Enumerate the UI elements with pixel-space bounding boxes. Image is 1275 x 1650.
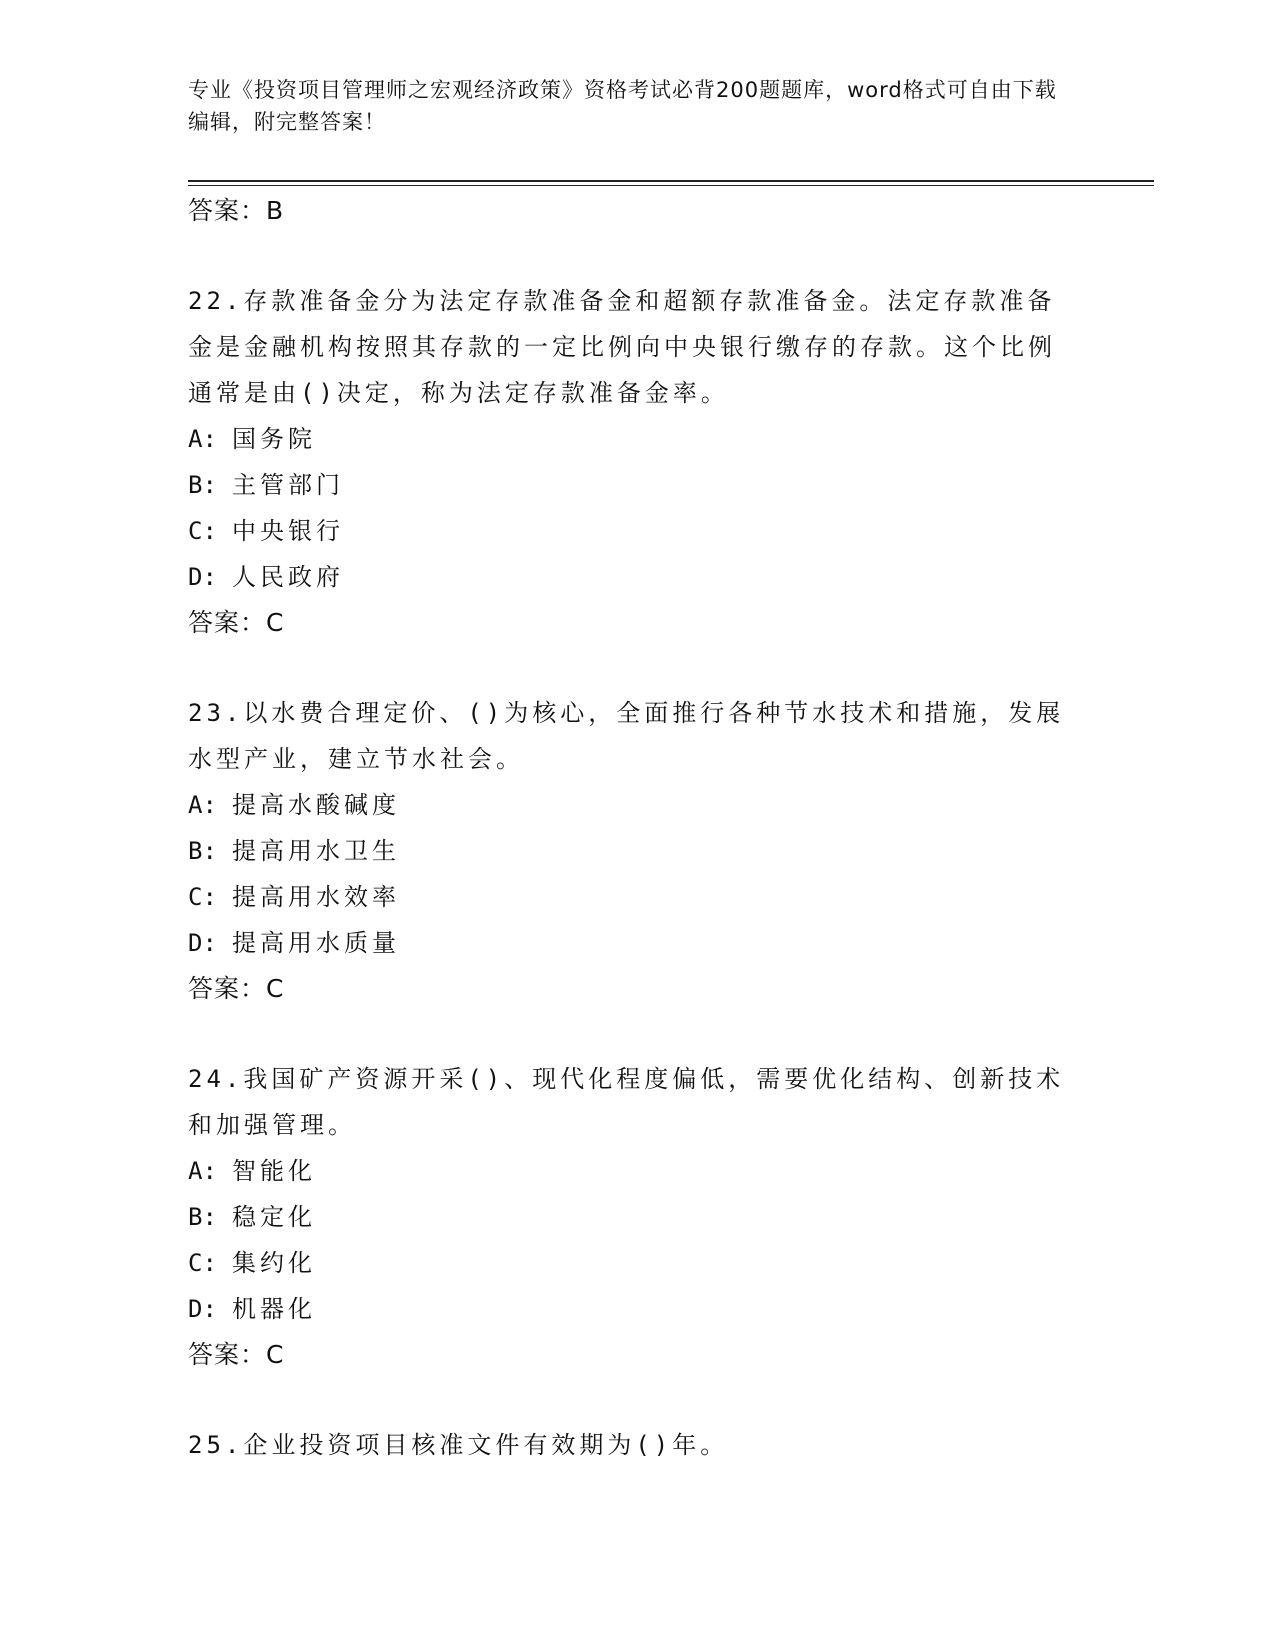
option-letter: A: (188, 791, 217, 819)
option-b (188, 462, 1068, 508)
question-item (188, 690, 1068, 1012)
option-text: 中央银行 (232, 517, 344, 545)
header-divider (188, 180, 1154, 186)
option-letter: D: (188, 563, 217, 591)
option-d (188, 554, 1068, 600)
option-d (188, 1286, 1068, 1332)
option-text: 智能化 (232, 1157, 316, 1185)
answer-label: 答案：C (188, 1340, 285, 1369)
question-stem: 24.我国矿产资源开采()、现代化程度偏低，需要优化结构、创新技术和加强管理。 (188, 1065, 1065, 1139)
question-stem: 23.以水费合理定价、()为核心，全面推行各种节水技术和措施，发展水型产业，建立节水社会。 (188, 699, 1065, 773)
answer-label: 答案：C (188, 974, 285, 1003)
option-text: 主管部门 (232, 471, 344, 499)
option-letter: D: (188, 929, 217, 957)
option-letter: B: (188, 471, 217, 499)
option-letter: C: (188, 883, 217, 911)
question-item (188, 1422, 1068, 1468)
option-text: 提高用水质量 (232, 929, 400, 957)
option-text: 国务院 (232, 425, 316, 453)
option-text: 稳定化 (232, 1203, 316, 1231)
option-d (188, 920, 1068, 966)
option-text: 提高水酸碱度 (232, 791, 400, 819)
option-b (188, 828, 1068, 874)
option-text: 提高用水卫生 (232, 837, 400, 865)
option-text: 人民政府 (232, 563, 344, 591)
option-text: 集约化 (232, 1249, 316, 1277)
option-letter: D: (188, 1295, 217, 1323)
option-letter: A: (188, 1157, 217, 1185)
question-item (188, 1056, 1068, 1378)
option-text: 机器化 (232, 1295, 316, 1323)
option-letter: C: (188, 1249, 217, 1277)
question-stem: 25.企业投资项目核准文件有效期为()年。 (188, 1431, 729, 1459)
option-letter: C: (188, 517, 217, 545)
option-b (188, 1194, 1068, 1240)
answer-label: 答案：B (188, 196, 285, 225)
option-c (188, 874, 1068, 920)
document-header: 专业《投资项目管理师之宏观经济政策》资格考试必背200题题库，word格式可自由下载编辑，附完整答案！ (188, 78, 1057, 134)
option-letter: B: (188, 837, 217, 865)
option-c (188, 508, 1068, 554)
option-text: 提高用水效率 (232, 883, 400, 911)
question-item (188, 278, 1068, 646)
option-a (188, 416, 1068, 462)
question-list (188, 188, 1068, 1468)
option-c (188, 1240, 1068, 1286)
option-a (188, 1148, 1068, 1194)
option-letter: A: (188, 425, 217, 453)
question-stem: 22.存款准备金分为法定存款准备金和超额存款准备金。法定存款准备金是金融机构按照其存款的一定比例向中央银行缴存的存款。这个比例通常是由()决定，称为法定存款准备金率。 (188, 287, 1056, 407)
option-a (188, 782, 1068, 828)
option-letter: B: (188, 1203, 217, 1231)
answer-label: 答案：C (188, 608, 285, 637)
